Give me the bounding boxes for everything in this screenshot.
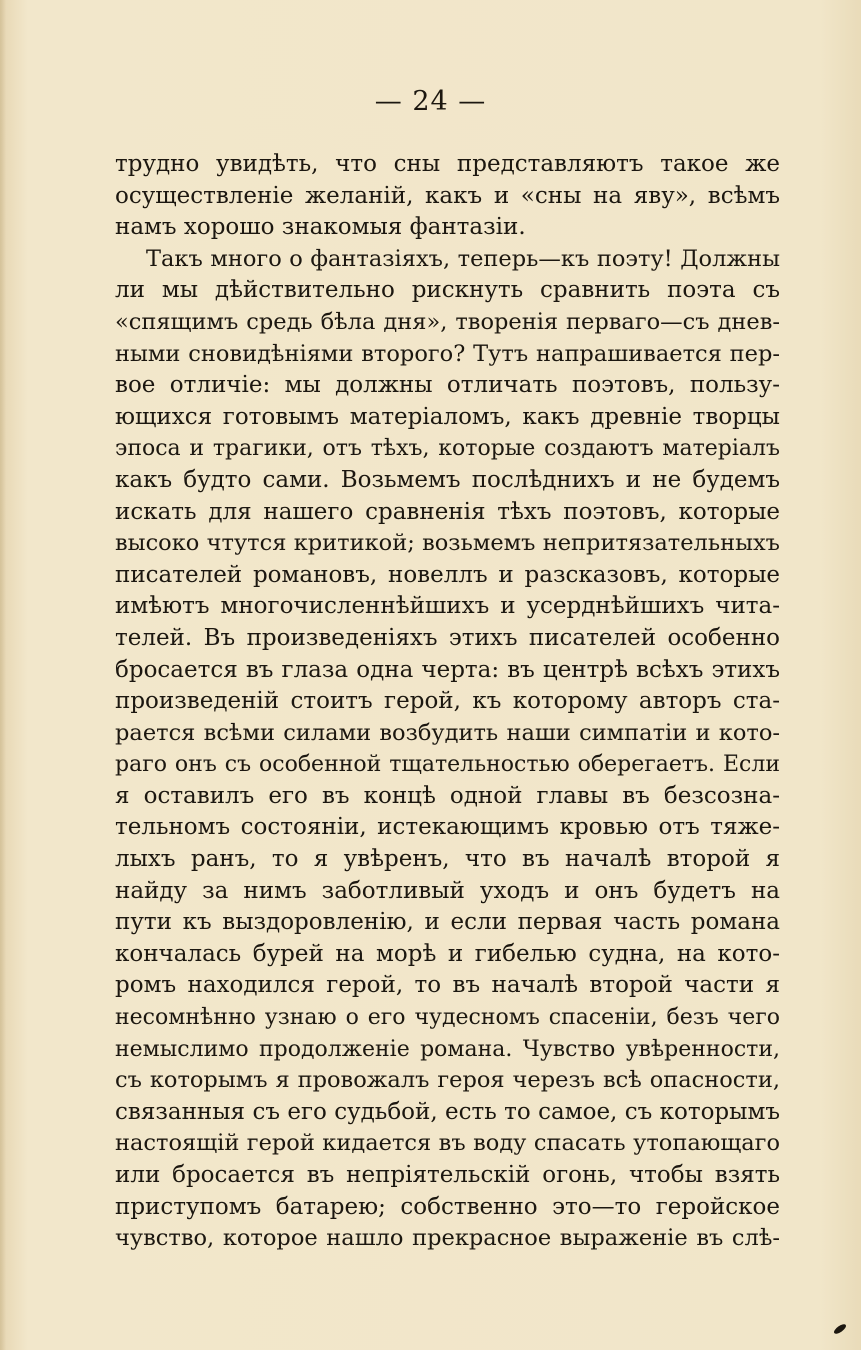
text-line: ными сновидѣніями второго? Тутъ напрашивается пер- bbox=[115, 340, 780, 367]
text-line: ли мы дѣйствительно рискнуть сравнить поэта съ bbox=[115, 277, 780, 304]
text-line: несомнѣнно узнаю о его чудесномъ спасеніи, безъ чего bbox=[115, 1005, 780, 1031]
text-line: намъ хорошо знакомыя фантазіи. bbox=[115, 214, 526, 241]
text-line: эпоса и трагики, отъ тѣхъ, которые создаютъ матеріалъ bbox=[115, 436, 780, 462]
text-line: «спящимъ средь бѣла дня», творенія перваго—съ днев- bbox=[115, 308, 780, 335]
text-line: кончалась бурей на морѣ и гибелью судна, на кото- bbox=[115, 940, 780, 967]
page-number: — 24 — bbox=[374, 86, 487, 117]
text-line: вое отличіе: мы должны отличать поэтовъ, пользу- bbox=[115, 372, 780, 399]
text-line: лыхъ ранъ, то я увѣренъ, что въ началѣ второй я bbox=[115, 846, 780, 873]
page-gutter-shadow bbox=[0, 0, 6, 1350]
text-line: рается всѣми силами возбудить наши симпатіи и кото- bbox=[115, 719, 780, 746]
text-line: чувство, которое нашло прекрасное выраженіе въ слѣ- bbox=[115, 1225, 780, 1252]
text-line: искать для нашего сравненія тѣхъ поэтовъ, которые bbox=[115, 498, 780, 525]
text-line: тельномъ состояніи, истекающимъ кровью отъ тяже- bbox=[115, 814, 780, 841]
text-line: ромъ находился герой, то въ началѣ второй части я bbox=[115, 972, 780, 999]
text-line: я оставилъ его въ концѣ одной главы въ безсозна- bbox=[115, 782, 780, 809]
text-line: немыслимо продолженіе романа. Чувство увѣренности, bbox=[115, 1036, 780, 1062]
text-line: приступомъ батарею; собственно это—то геройское bbox=[115, 1193, 780, 1220]
text-line: пути къ выздоровленію, и если первая часть романа bbox=[115, 909, 780, 936]
text-line: связанныя съ его судьбой, есть то самое, съ которымъ bbox=[115, 1098, 780, 1125]
text-line: имѣютъ многочисленнѣйшихъ и усерднѣйшихъ чита- bbox=[115, 593, 780, 620]
text-line: Такъ много о фантазіяхъ, теперь—къ поэту! Должны bbox=[146, 245, 780, 272]
body-text bbox=[115, 149, 780, 1255]
text-line: или бросается въ непріятельскій огонь, чтобы взять bbox=[115, 1162, 780, 1188]
text-line: писателей романовъ, новеллъ и разсказовъ, которые bbox=[115, 561, 780, 588]
text-line: настоящій герой кидается въ воду спасать утопающаго bbox=[115, 1130, 780, 1157]
text-line: съ которымъ я провожалъ героя черезъ всѣ опасности, bbox=[115, 1067, 780, 1094]
text-line: раго онъ съ особенной тщательностью оберегаетъ. Если bbox=[115, 752, 780, 778]
text-line: осуществленіе желаній, какъ и «сны на яву», всѣмъ bbox=[115, 182, 780, 209]
text-line: трудно увидѣть, что сны представляютъ такое же bbox=[115, 151, 780, 177]
text-line: ющихся готовымъ матеріаломъ, какъ древніе творцы bbox=[115, 403, 780, 430]
text-line: какъ будто сами. Возьмемъ послѣднихъ и не будемъ bbox=[115, 466, 780, 493]
text-line: высоко чтутся критикой; возьмемъ непритязательныхъ bbox=[115, 530, 780, 557]
text-line: найду за нимъ заботливый уходъ и онъ будетъ на bbox=[115, 877, 780, 904]
text-line: бросается въ глаза одна черта: въ центрѣ всѣхъ этихъ bbox=[115, 656, 780, 683]
ink-smudge bbox=[833, 1323, 848, 1336]
text-line: телей. Въ произведеніяхъ этихъ писателей особенно bbox=[115, 624, 780, 651]
text-line: произведеній стоитъ герой, къ которому авторъ ста- bbox=[115, 688, 780, 715]
